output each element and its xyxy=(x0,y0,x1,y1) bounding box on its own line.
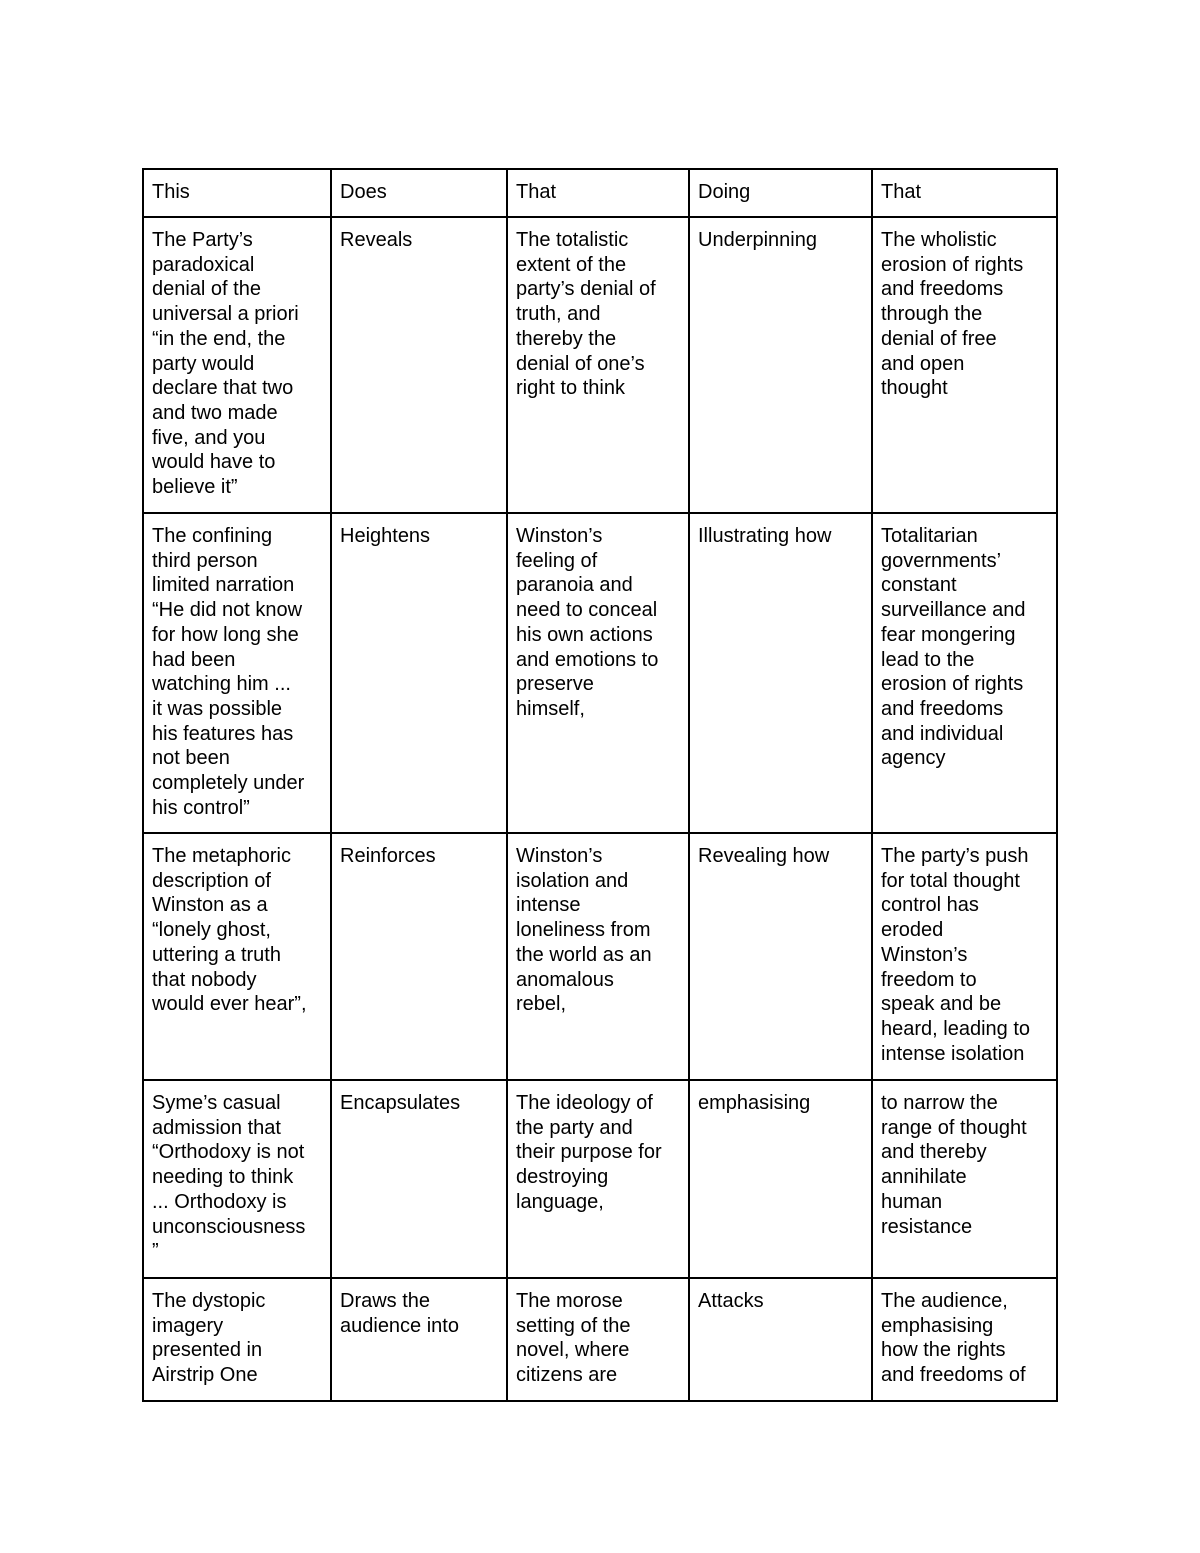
cell-this: The dystopic imagery presented in Airstrip One xyxy=(143,1278,331,1401)
cell-that-result: Totalitarian governments’ constant surveillance and fear mongering lead to the erosion of rights and freedoms and individual agency xyxy=(872,513,1057,833)
cell-doing: Attacks xyxy=(689,1278,872,1401)
cell-does: Reveals xyxy=(331,217,507,513)
cell-this: Syme’s casual admission that “Orthodoxy is not needing to think ... Orthodoxy is unconsciousness ” xyxy=(143,1080,331,1278)
cell-doing: emphasising xyxy=(689,1080,872,1278)
cell-this: The metaphoric description of Winston as a “lonely ghost, uttering a truth that nobody would ever hear”, xyxy=(143,833,331,1080)
cell-that-result: to narrow the range of thought and thereby annihilate human resistance xyxy=(872,1080,1057,1278)
cell-does: Reinforces xyxy=(331,833,507,1080)
cell-that-result: The wholistic erosion of rights and freedoms through the denial of free and open thought xyxy=(872,217,1057,513)
cell-does: Draws the audience into xyxy=(331,1278,507,1401)
table-row xyxy=(143,1080,1057,1278)
cell-this: The Party’s paradoxical denial of the universal a priori “in the end, the party would declare that two and two made five, and you would have to believe it” xyxy=(143,217,331,513)
cell-doing: Underpinning xyxy=(689,217,872,513)
cell-doing: Revealing how xyxy=(689,833,872,1080)
cell-this: The confining third person limited narration “He did not know for how long she had been watching him ... it was possible his features has not been completely under his control” xyxy=(143,513,331,833)
header-cell-that: That xyxy=(507,169,689,217)
analysis-table xyxy=(142,168,1058,1402)
cell-doing: Illustrating how xyxy=(689,513,872,833)
cell-that: Winston’s feeling of paranoia and need to conceal his own actions and emotions to preserve himself, xyxy=(507,513,689,833)
cell-that: Winston’s isolation and intense loneliness from the world as an anomalous rebel, xyxy=(507,833,689,1080)
table-row xyxy=(143,1278,1057,1401)
table-row xyxy=(143,217,1057,513)
cell-that: The totalistic extent of the party’s denial of truth, and thereby the denial of one’s right to think xyxy=(507,217,689,513)
table-header-row xyxy=(143,169,1057,217)
header-cell-does: Does xyxy=(331,169,507,217)
table-row xyxy=(143,833,1057,1080)
cell-that-result: The audience, emphasising how the rights and freedoms of xyxy=(872,1278,1057,1401)
header-cell-doing: Doing xyxy=(689,169,872,217)
header-cell-that-result: That xyxy=(872,169,1057,217)
cell-that-result: The party’s push for total thought control has eroded Winston’s freedom to speak and be heard, leading to intense isolation xyxy=(872,833,1057,1080)
cell-does: Encapsulates xyxy=(331,1080,507,1278)
cell-that: The morose setting of the novel, where citizens are xyxy=(507,1278,689,1401)
header-cell-this: This xyxy=(143,169,331,217)
table-row xyxy=(143,513,1057,833)
cell-does: Heightens xyxy=(331,513,507,833)
cell-that: The ideology of the party and their purpose for destroying language, xyxy=(507,1080,689,1278)
